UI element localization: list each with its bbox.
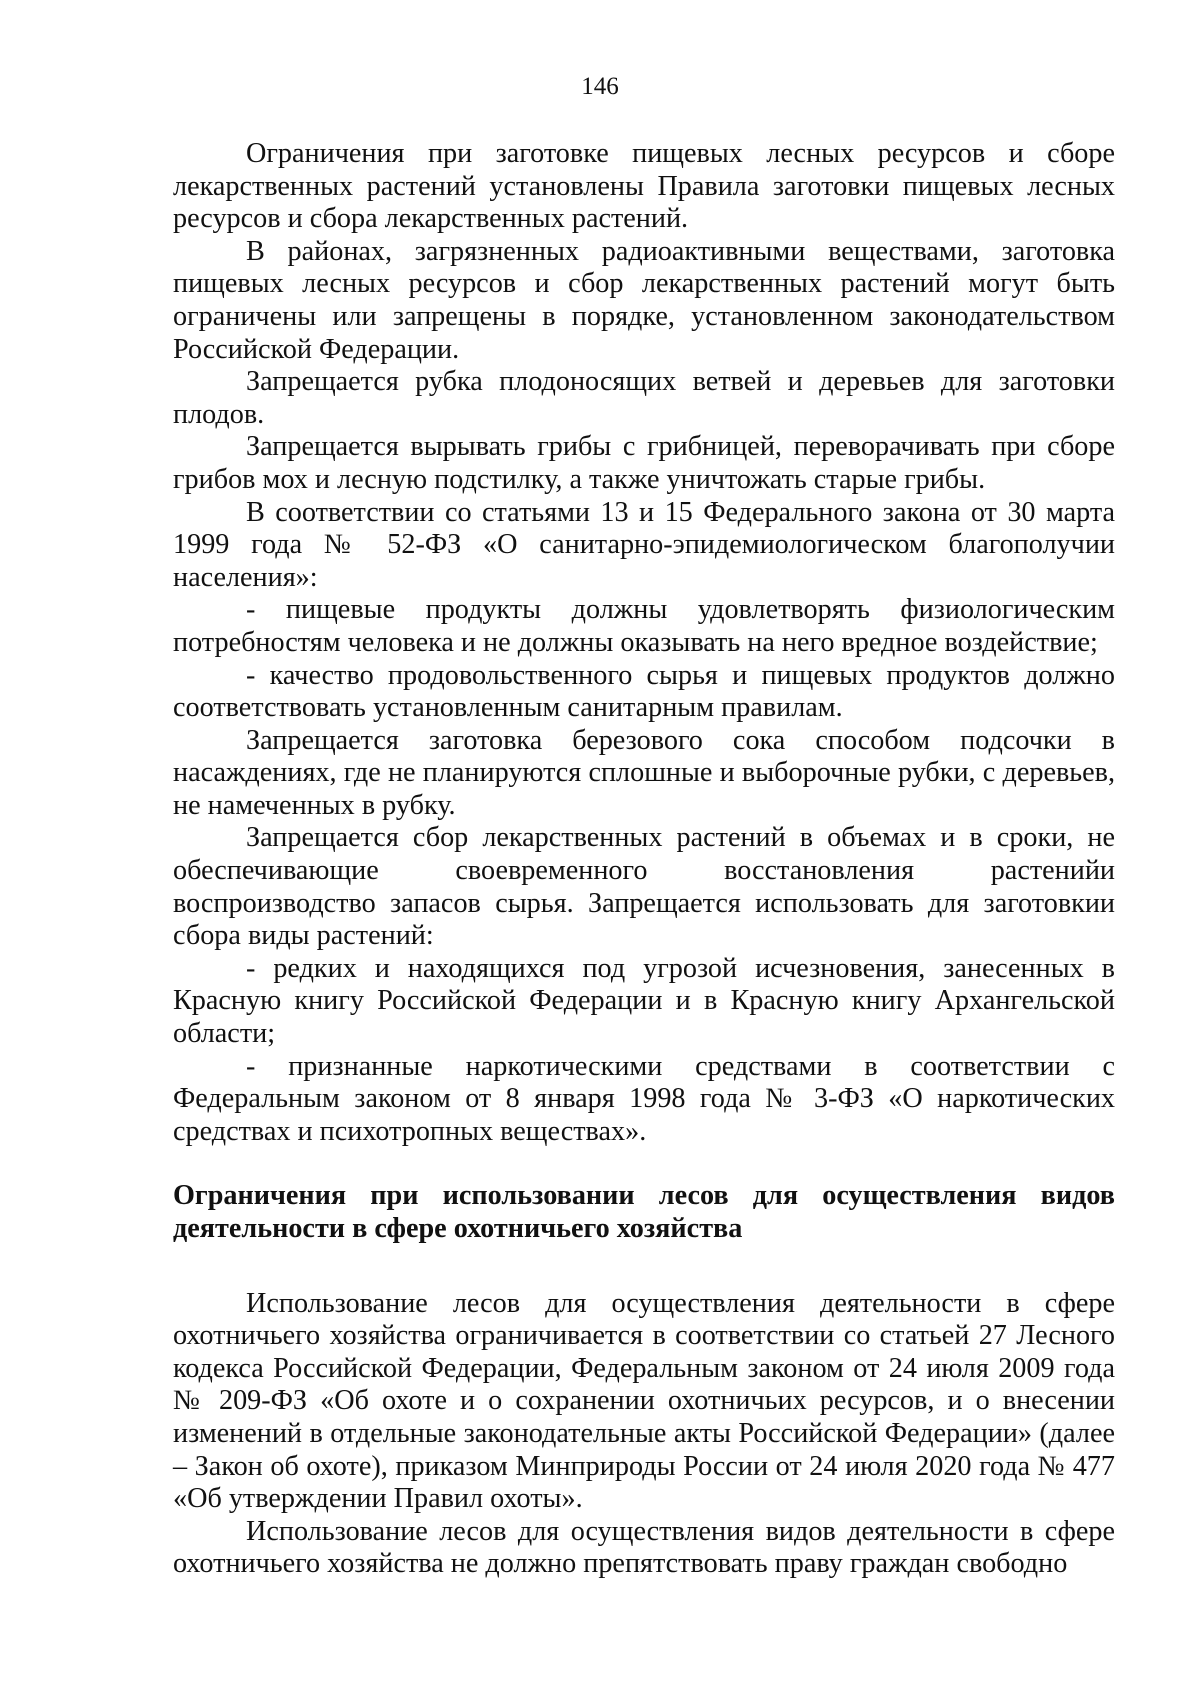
paragraph: В соответствии со статьями 13 и 15 Федерального закона от 30 марта 1999 года № 52-ФЗ «О санитарно-эпидемиологическом благополучии населения»: [173, 496, 1115, 593]
paragraph: Использование лесов для осуществления видов деятельности в сфере охотничьего хозяйства не должно препятствовать праву граждан свободно [173, 1515, 1115, 1580]
spacer [173, 1148, 1115, 1180]
page-number: 146 [581, 73, 619, 100]
list-item-paragraph: - признанные наркотическими средствами в соответствии с Федеральным законом от 8 января 1998 года № 3-ФЗ «О наркотических средствах и психотропных веществах». [173, 1050, 1115, 1147]
section-heading: Ограничения при использовании лесов для осуществления видов деятельности в сфере охотничьего хозяйства [173, 1180, 1115, 1244]
spacer [173, 1246, 1115, 1288]
paragraph: Запрещается заготовка березового сока способом подсочки в насаждениях, где не планируются сплошные и выборочные рубки, с деревьев, не намеченных в рубку. [173, 724, 1115, 821]
paragraph: Использование лесов для осуществления деятельности в сфере охотничьего хозяйства ограничивается в соответствии со статьей 27 Лесного кодекса Российской Федерации, Федеральным законом от 24 июля 2009 года № 209-ФЗ «Об охоте и о сохранении охотничьих ресурсов, и о внесении изменений в отдельные законодательные акты Российской Федерации» (далее – Закон об охоте), приказом Минприроды России от 24 июля 2020 года № 477 «Об утверждении Правил охоты». [173, 1287, 1115, 1515]
paragraph: Запрещается вырывать грибы с грибницей, переворачивать при сборе грибов мох и лесную подстилку, а также уничтожать старые грибы. [173, 431, 1115, 495]
list-item-paragraph: - редких и находящихся под угрозой исчезновения, занесенных в Красную книгу Российской Федерации и в Красную книгу Архангельской области; [173, 952, 1115, 1050]
page-content [173, 138, 1115, 1581]
paragraph: Ограничения при заготовке пищевых лесных ресурсов и сборе лекарственных растений установлены Правила заготовки пищевых лесных ресурсов и сбора лекарственных растений. [173, 138, 1115, 235]
paragraph: Запрещается рубка плодоносящих ветвей и деревьев для заготовки плодов. [173, 366, 1115, 430]
list-item-paragraph: - пищевые продукты должны удовлетворять физиологическим потребностям человека и не должны оказывать на него вредное воздействие; [173, 594, 1115, 658]
paragraph: Запрещается сбор лекарственных растений в объемах и в сроки, не обеспечивающие своевременного восстановления растенийи воспроизводство запасов сырья. Запрещается использовать для заготовкии сбора виды растений: [173, 822, 1115, 952]
paragraph: В районах, загрязненных радиоактивными веществами, заготовка пищевых лесных ресурсов и сбор лекарственных растений могут быть ограничены или запрещены в порядке, установленном законодательством Российской Федерации. [173, 235, 1115, 365]
list-item-paragraph: - качество продовольственного сырья и пищевых продуктов должно соответствовать установленным санитарным правилам. [173, 659, 1115, 724]
